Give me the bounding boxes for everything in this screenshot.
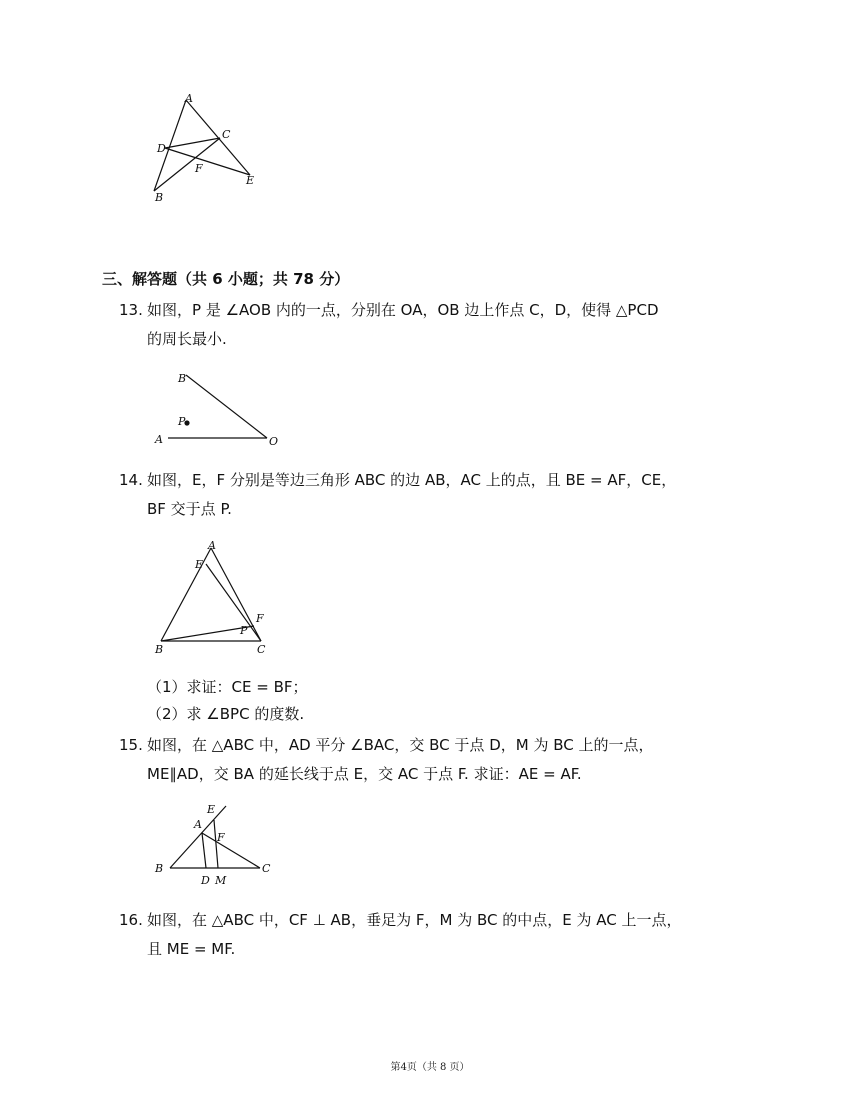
label-f: F <box>217 831 225 844</box>
section-title: 三、解答题（共 6 小题；共 78 分） <box>102 270 350 288</box>
question-text: 如图，E，F 分别是等边三角形 ABC 的边 AB，AC 上的点，且 BE = AF，CE， <box>147 471 677 489</box>
question-15-line1 <box>119 731 654 760</box>
question-14-line1 <box>119 466 676 495</box>
label-m: M <box>215 874 227 887</box>
figure-top-svg <box>140 88 270 208</box>
label-p: P <box>240 624 248 637</box>
figure-triangle-bisector <box>150 800 280 890</box>
question-number: 14. <box>119 471 143 489</box>
figure-triangles-abcde <box>140 88 270 208</box>
question-text: 如图，在 △ABC 中，AD 平分 ∠BAC，交 BC 于点 D，M 为 BC 上的一点， <box>147 736 654 754</box>
question-15-line2: ME∥AD，交 BA 的延长线于点 E，交 AC 于点 F. 求证：AE = AF. <box>147 765 582 783</box>
label-d: D <box>201 874 210 887</box>
label-b: B <box>155 643 164 656</box>
label-a: A <box>194 818 202 831</box>
label-p: P <box>178 415 186 428</box>
figure-angle-aob <box>150 366 285 448</box>
figure-13-svg <box>150 366 285 448</box>
question-text: 如图，在 △ABC 中，CF ⊥ AB，垂足为 F，M 为 BC 的中点，E 为 AC 上一点， <box>147 911 682 929</box>
label-a: A <box>208 539 216 552</box>
question-number: 15. <box>119 736 143 754</box>
figure-equilateral-abc <box>150 536 275 658</box>
question-number: 16. <box>119 911 143 929</box>
question-13-line1 <box>119 296 659 325</box>
label-a: A <box>185 92 193 105</box>
figure-15-svg <box>150 800 280 890</box>
question-14-line2: BF 交于点 P. <box>147 500 232 518</box>
page-footer: 第4页（共 8 页） <box>390 1062 470 1073</box>
label-b: B <box>155 191 164 204</box>
label-a: A <box>155 433 163 446</box>
label-c: C <box>222 128 231 141</box>
label-o: O <box>269 435 279 448</box>
question-text: 如图，P 是 ∠AOB 内的一点，分别在 OA，OB 边上作点 C，D，使得 △PCD <box>147 301 659 319</box>
label-f: F <box>256 612 264 625</box>
label-d: D <box>157 142 166 155</box>
label-e: E <box>246 174 255 187</box>
figure-14-svg <box>150 536 275 658</box>
label-c: C <box>262 862 271 875</box>
question-16-line1 <box>119 906 682 935</box>
question-13-line2: 的周长最小. <box>147 330 227 348</box>
question-16-line2: 且 ME = MF. <box>147 940 236 958</box>
label-c: C <box>257 643 266 656</box>
label-e: E <box>195 558 204 571</box>
label-b: B <box>155 862 164 875</box>
label-e: E <box>207 803 216 816</box>
question-14-sub2: （2）求 ∠BPC 的度数. <box>147 705 305 723</box>
label-b: B <box>178 372 187 385</box>
question-14-sub1: （1）求证：CE = BF； <box>147 678 308 696</box>
label-f: F <box>195 162 203 175</box>
question-number: 13. <box>119 301 143 319</box>
